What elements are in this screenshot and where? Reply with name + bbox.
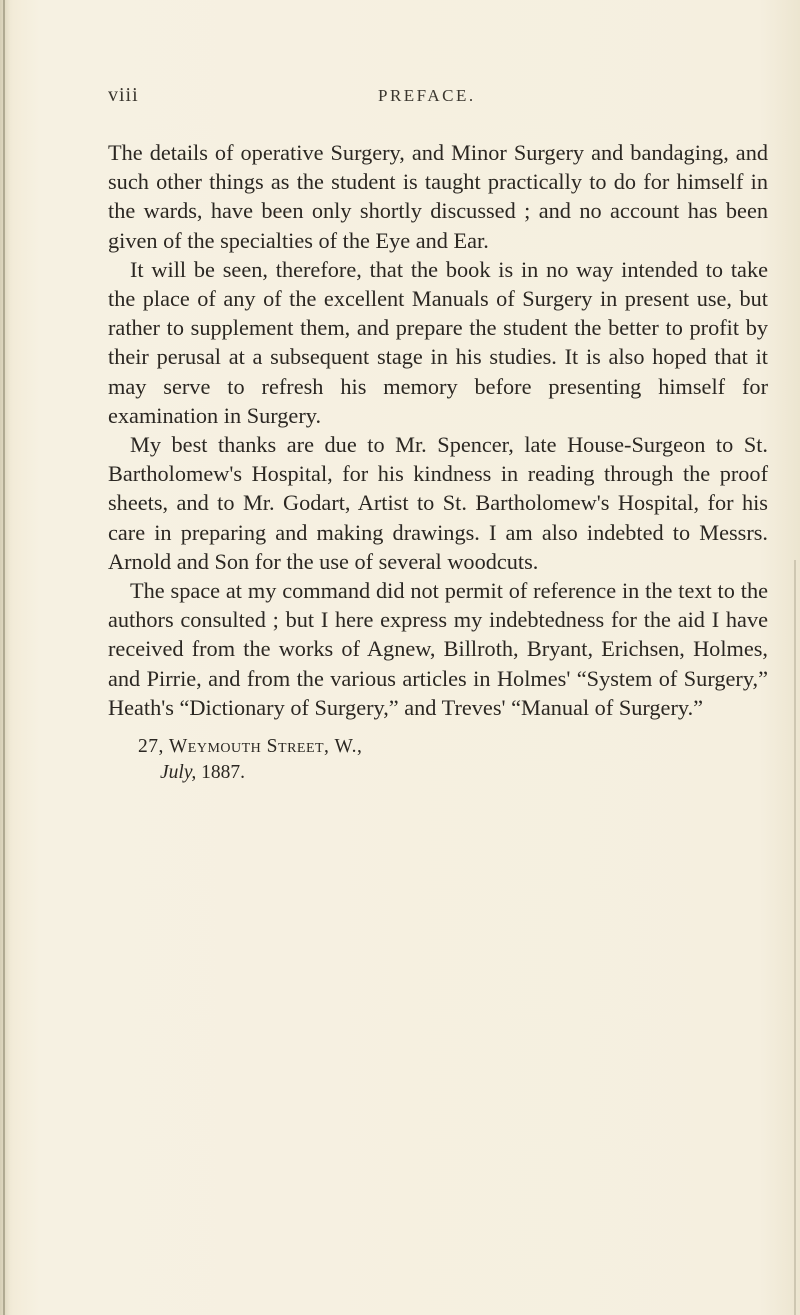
paragraph-2: It will be seen, therefore, that the book is in no way intended to take the place of any of the excellent Manuals of Surgery in present use, but rather to supplement them, and prepare the student the better to profit by their perusal at a subsequent stage in his studies. It is also hoped that it may serve to refresh his memory before presenting himself for examination in Surgery. [108,256,768,428]
signoff-year: 1887. [201,762,246,784]
paragraph-4: The space at my command did not permit of reference in the text to the authors consulted ; but I here express my indebtedness for the aid I have received from the works of Agnew, Billroth, Bryant, Erichsen, Holmes, and Pirrie, and from the various articles in Holmes' “System of Surgery,” Heath's “Dictionary of Surgery,” and Treves' “Manual of Surgery.” [108,578,768,720]
paragraph-3: My best thanks are due to Mr. Spencer, late House-Surgeon to St. Bartholomew's Hospital, for his kindness in reading through the proof sheets, and to Mr. Godart, Artist to St. Bartholomew's Hospital, for his care in preparing and making drawings. I am also indebted to Messrs. Arnold and Son for the use of several woodcuts. [108,432,768,574]
running-head: PREFACE. [378,86,476,105]
signoff-date [138,760,768,786]
page-header [108,84,768,112]
signoff-address: 27, Weymouth Street, W., [138,736,363,758]
signoff [108,734,768,786]
page-right-edge [794,560,796,1315]
signoff-month: July, [160,762,197,784]
paragraph-1: The details of operative Surgery, and Minor Surgery and bandaging, and such other things as the student is taught practically to do for himself in the wards, have been only shortly discussed ; and no account has been given of the specialties of the Eye and Ear. [108,140,768,253]
page-number: viii [108,84,139,106]
page-binding-edge [0,0,10,1315]
preface-body [108,138,768,786]
